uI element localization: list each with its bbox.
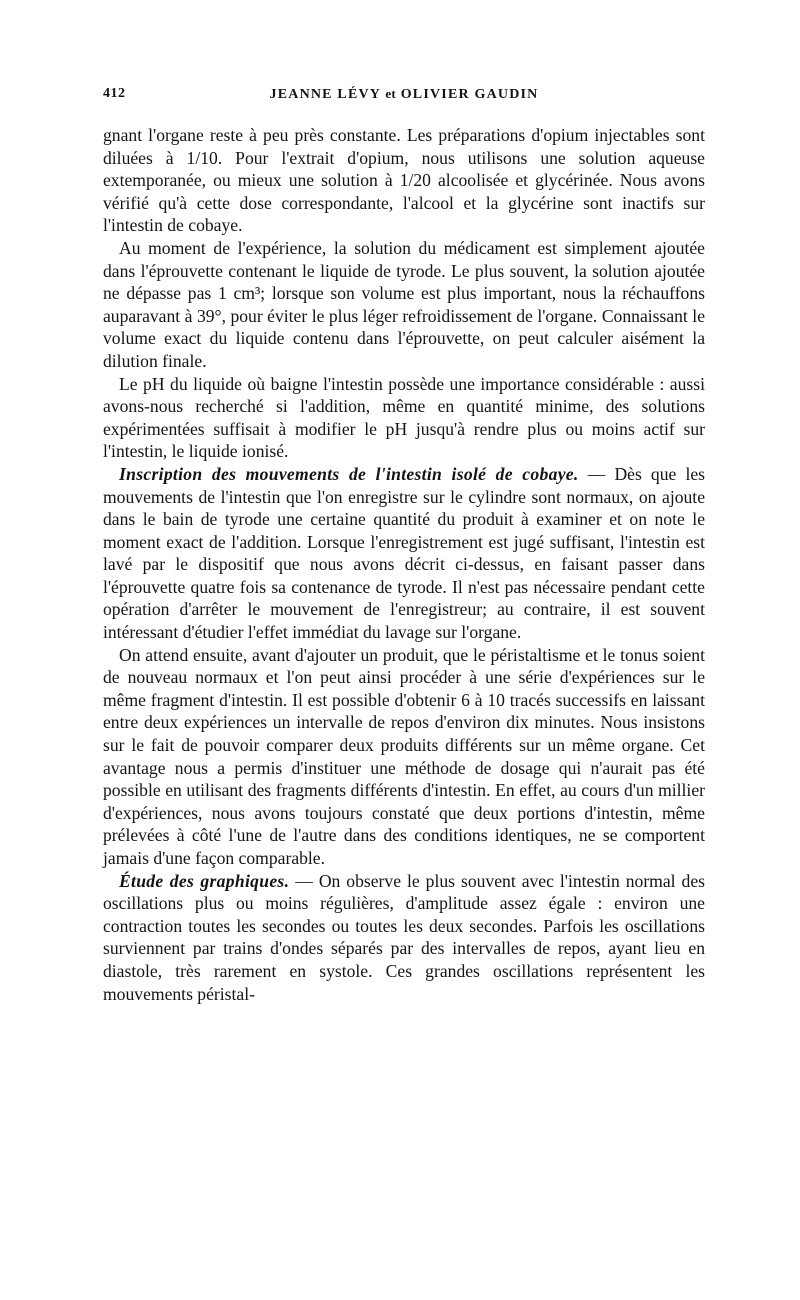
page-header	[103, 86, 705, 112]
paragraph-drug-addition: Au moment de l'expérience, la solution du médicament est simplement ajoutée dans l'éprouvette contenant le liquide de tyrode. Le plus souvent, la solution ajoutée ne dépasse pas 1 cm³; lorsque son volume est plus important, nous la réchauffons auparavant à 39°, pour éviter le plus léger refroidissement de l'organe. Connaissant le volume exact du liquide contenu dans l'éprouvette, on peut calculer aisément la dilution finale.	[103, 237, 705, 371]
running-head	[103, 86, 705, 103]
paragraph-inscription	[103, 463, 705, 644]
running-head-conjunction: et	[385, 86, 397, 101]
paragraph-graphs-text: — On observe le plus souvent avec l'intestin normal des oscillations plus ou moins régulières, d'amplitude assez égale : environ une contraction toutes les secondes ou toutes les deux secondes. Parfois les oscillations surviennent par trains d'ondes séparés par des intervalles de repos, ayant lieu en diastole, très rarement en systole. Ces grandes oscillations représentent les mouvements péristal-	[103, 870, 705, 1004]
page-number: 412	[103, 86, 126, 101]
paragraph-inscription-text: — Dès que les mouvements de l'intestin que l'on enregistre sur le cylindre sont normaux, on ajoute dans le bain de tyrode une certaine quantité du produit à examiner et on note le moment exact de l'addition. Lorsque l'enregistrement est jugé suffisant, l'intestin est lavé par le dispositif que nous avons décrit ci-dessus, en faisant passer dans l'éprouvette quatre fois sa contenance de tyrode. Il n'est pas nécessaire pendant cette opération d'arrêter le mouvement de l'enregistreur; au contraire, il est souvent intéressant d'étudier l'effet immédiat du lavage sur l'organe.	[103, 463, 705, 643]
paragraph-continuation: gnant l'organe reste à peu près constante. Les préparations d'opium injectables sont diluées à 1/10. Pour l'extrait d'opium, nous utilisons une solution aqueuse extemporanée, ou mieux une solution à 1/20 alcoolisée et glycérinée. Nous avons vérifié qu'à cette dose correspondante, l'alcool et la glycérine sont inactifs sur l'intestin de cobaye.	[103, 125, 705, 236]
section-heading-inscription: Inscription des mouvements de l'intestin isolé de cobaye.	[119, 463, 579, 484]
paragraph-series: On attend ensuite, avant d'ajouter un produit, que le péristaltisme et le tonus soient de nouveau normaux et l'on peut ainsi procéder à une série d'expériences sur le même fragment d'intestin. Il est possible d'obtenir 6 à 10 tracés successifs en laissant entre deux expériences un intervalle de repos d'environ dix minutes. Nous insistons sur le fait de pouvoir comparer deux produits différents sur un même organe. Cet avantage nous a permis d'instituer une méthode de dosage qui n'aurait pas été possible en utilisant des fragments différents d'intestin. En effet, au cours d'un millier d'expériences, nous avons toujours constaté que deux portions d'intestin, même prélevées à côté l'une de l'autre dans des conditions identiques, ne se comportent jamais d'une façon comparable.	[103, 644, 705, 868]
book-page	[103, 86, 705, 1005]
running-head-author-2: OLIVIER GAUDIN	[400, 87, 539, 102]
paragraph-graphs	[103, 870, 705, 1006]
running-head-author-1: JEANNE LÉVY	[269, 87, 381, 102]
section-heading-graphs: Étude des graphiques.	[119, 870, 290, 891]
paragraph-ph: Le pH du liquide où baigne l'intestin possède une importance considérable : aussi avons-nous recherché si l'addition, même en quantité minime, des solutions expérimentées suffisait à modifier le pH jusqu'à rendre plus ou moins actif sur l'intestin, le liquide ionisé.	[103, 373, 705, 462]
